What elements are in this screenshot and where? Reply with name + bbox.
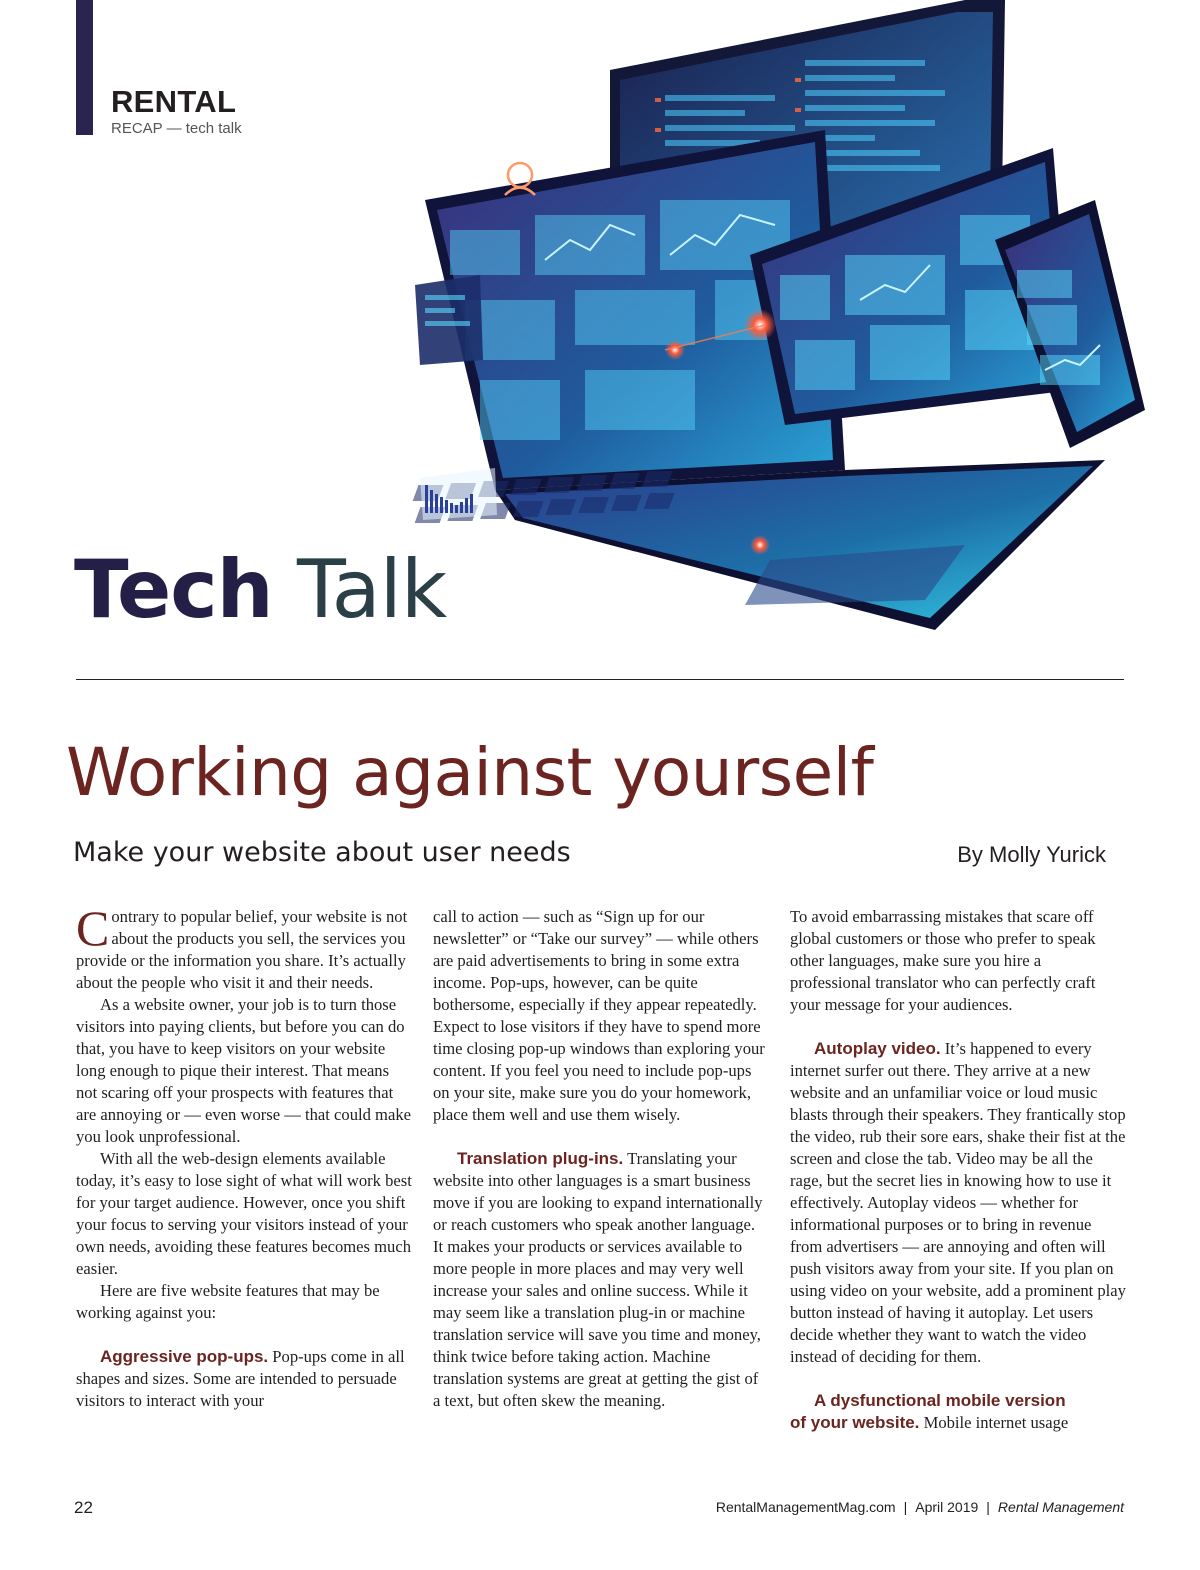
article-column-2: [433, 906, 769, 1412]
subhead-translation: Translation plug-ins.: [457, 1149, 624, 1168]
footer-separator: |: [986, 1499, 990, 1515]
paragraph-text: It’s happened to every internet surfer out there. They arrive at a new website and an unfamiliar voice or loud music blasts through their speakers. They frantically stop the video, rub their sore ears, shake their fist at the screen and close the tab. Video may be all the rage, but the secret lies in knowing how to use it effectively. Autoplay videos — whether for informational purposes or to bring in revenue from advertisers — are annoying and often will push visitors away from your site. If you plan on using video on your website, add a prominent play button instead of having it autoplay. Let users decide whether they want to watch the video instead of deciding for them.: [790, 1039, 1126, 1366]
section-title-bold: Tech: [74, 543, 273, 636]
subhead-autoplay: Autoplay video.: [814, 1039, 941, 1058]
page-number: 22: [74, 1498, 93, 1517]
paragraph-text: Pop-ups come in all shapes and sizes. Some are intended to persuade visitors to interact with your: [76, 1347, 405, 1410]
footer-magazine: Rental Management: [997, 1499, 1124, 1515]
article-deck: Make your website about user needs: [73, 837, 571, 868]
paragraph: [790, 1390, 1126, 1434]
paragraph: With all the web-design elements available today, it’s easy to lose sight of what will work best for your target audience. However, once you shift your focus to serving your visitors instead of your own needs, avoiding these features becomes much easier.: [76, 1149, 412, 1278]
section-label: RENTAL: [111, 84, 237, 119]
section-title: [74, 540, 446, 640]
footer-info: [716, 1499, 1124, 1515]
paragraph: [76, 1346, 412, 1412]
subhead-mobile-line1: A dysfunctional mobile version: [814, 1391, 1066, 1410]
paragraph: [433, 1148, 769, 1412]
article-column-3: [790, 906, 1126, 1434]
article-headline: Working against yourself: [66, 734, 874, 811]
subsection-label: RECAP — tech talk: [111, 120, 242, 137]
devices-illustration-icon: [405, 0, 1165, 640]
subhead-mobile-line2: of your website.: [790, 1413, 920, 1432]
paragraph: [76, 900, 412, 994]
article-byline: By Molly Yurick: [957, 842, 1106, 867]
paragraph-text: Mobile internet usage: [919, 1413, 1069, 1432]
section-title-light: Talk: [297, 543, 447, 636]
footer-site-link[interactable]: RentalManagementMag.com: [715, 1499, 896, 1515]
article-column-1: [76, 900, 412, 1412]
drop-cap: C: [76, 900, 110, 956]
paragraph-text: Translating your website into other languages is a smart business move if you are looking to expand internationally or reach customers who speak another language. It makes your products or services available to more people in more places and may very well increase your sales and online success. While it may seem like a translation plug-in or machine translation service will save you time and money, think twice before taking action. Machine translation systems are great at getting the gist of a text, but often skew the meaning.: [433, 1149, 763, 1410]
paragraph: call to action — such as “Sign up for our newsletter” or “Take our survey” — while others are paid advertisements to bring in some extra income. Pop-ups, however, can be quite bothersome, especially if they appear repeatedly. Expect to lose visitors if they have to spend more time closing pop-up windows than exploring your content. If you feel you need to include pop-ups on your site, make sure you do your homework, place them well and use them wisely.: [433, 907, 765, 1124]
section-color-bar: [76, 0, 93, 135]
paragraph: [790, 1038, 1126, 1368]
paragraph: As a website owner, your job is to turn those visitors into paying clients, but before you can do that, you have to keep visitors on your website long enough to pique their interest. That means not scaring off your prospects with features that are annoying or — even worse — that could make you look unprofessional.: [76, 995, 411, 1146]
paragraph: Here are five website features that may be working against you:: [76, 1281, 380, 1322]
divider: [76, 679, 1124, 680]
paragraph: To avoid embarrassing mistakes that scare off global customers or those who prefer to speak other languages, make sure you hire a professional translator who can perfectly craft your message for your audiences.: [790, 907, 1096, 1014]
footer-date: April 2019: [915, 1499, 979, 1515]
subhead-popups: Aggressive pop-ups.: [100, 1347, 269, 1366]
paragraph-text: ontrary to popular belief, your website is not about the products you sell, the services you provide or the information you share. It’s actually about the people who visit it and their needs.: [76, 907, 408, 992]
footer-separator: |: [903, 1499, 908, 1515]
